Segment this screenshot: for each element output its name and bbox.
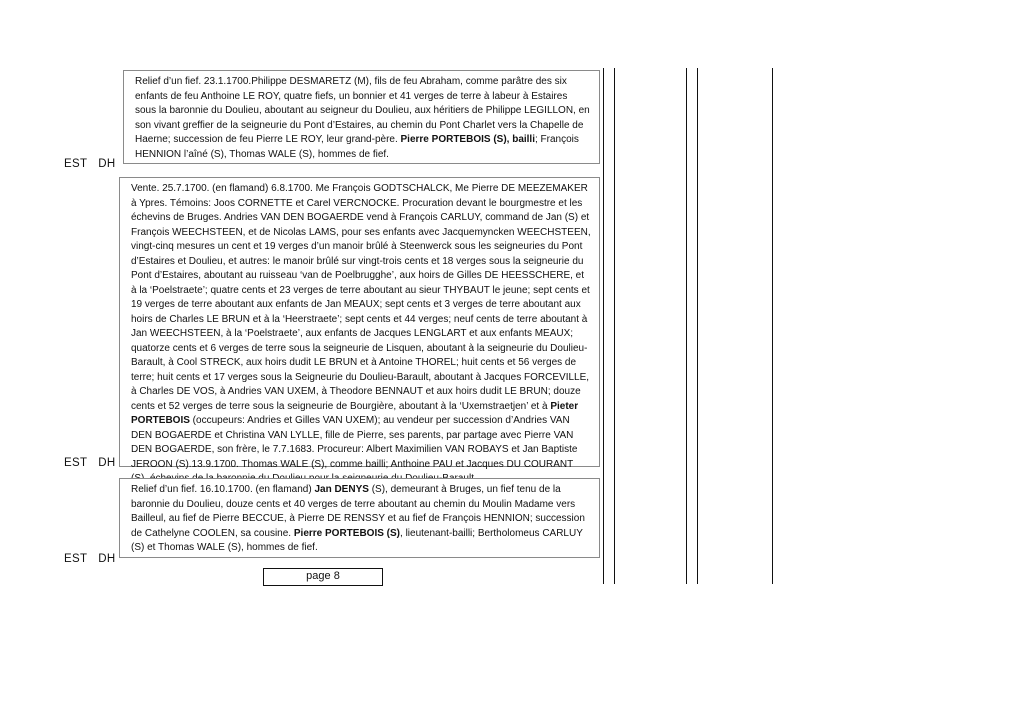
entry-2-seg-2: (occupeurs: Andries et Gilles VAN UXEM); au vendeur per succession d’Andries VAN DEN BOGAERDE et Christina VAN LYLLE, fille de Pierre, ses parents, par partage avec Pierre VAN DEN BOGAERDE, son frère, le 7.7.1683. Procureur: Albert Maximilien VAN ROBAYS et Jan Baptiste JEROON (S).13.9.1700. Thomas WALE (S), comme bailli; Anthoine PAU et Jacques DU COURANT <box>131 415 578 470</box>
entry-3-text <box>131 483 591 556</box>
entry-3-seg-1: Jan DENYS <box>314 484 369 495</box>
entry-2 <box>119 177 600 470</box>
column-rule <box>772 68 773 584</box>
dh-code: DH <box>98 457 116 469</box>
entry-3 <box>119 478 600 558</box>
entry-3-seg-3: Pierre PORTEBOIS (S) <box>293 527 401 539</box>
est-code: EST <box>64 158 88 170</box>
est-code: EST <box>64 457 88 469</box>
page-number: page 8 <box>263 568 383 586</box>
entry-1-seg-2: ; François HENNION l’aîné (S), Thomas WALE (S), hommes de fief. <box>135 134 579 160</box>
entry-1-codes <box>64 158 126 170</box>
column-rule <box>603 68 604 584</box>
entry-2-codes <box>64 457 126 469</box>
entry-3-codes <box>64 553 126 565</box>
column-rule <box>614 68 615 584</box>
column-rule <box>686 68 687 584</box>
entry-3-seg-2: (S), demeurant à Bruges, un fief tenu de la baronnie du Doulieu, douze cents et 40 verges de terre aboutant au chemin du Moulin Madame vers Bailleul, au fief de Pierre BECCUE, à Pierre DE RENSSY et au fief de François HENNION; succession de Cathelyne COOLEN, sa cousine. <box>131 484 585 539</box>
dh-code: DH <box>98 553 116 565</box>
entry-3-seg-0: Relief d’un fief. 16.10.1700. (en flamand) <box>131 484 315 495</box>
est-code: EST <box>64 553 88 565</box>
entry-1 <box>123 70 600 164</box>
dh-code: DH <box>98 158 116 170</box>
entry-2-text <box>131 182 591 487</box>
entry-1-seg-1: Pierre PORTEBOIS (S), bailli <box>400 134 535 145</box>
entry-1-seg-0: Relief d’un fief. 23.1.1700.Philippe DESMARETZ (M), fils de feu Abraham, comme parâtre des six enfants de feu Anthoine LE ROY, quatre fiefs, un bonnier et 41 verges de terre à labeur à Estaires sous la baronnie du Doulieu, aboutant au seigneur du Doulieu, aux héritiers de Philippe LEGILLON, en son vivant greffier de la seigneurie du Pont d’Estaires, au chemin du Pont Charlet vers la Chapelle de Haerne; succession de feu Pierre LE ROY, leur grand-père. <box>135 76 590 145</box>
column-rule <box>697 68 698 584</box>
entry-2-seg-0: Vente. 25.7.1700. (en flamand) 6.8.1700. Me François GODTSCHALCK, Me Pierre DE MEEZEMAKER à Ypres. Témoins: Joos CORNETTE et Carel VERCNOCKE. Procuration devant le bourgmestre et les échevins de Bruges. Andries VAN DEN BOGAERDE vend à François CARLUY, command de Jan (S) et François WEECHSTEEN, et de Nicolas LAMS, pour ses enfants avec Jacquemyncken WEECHSTEEN, vingt-cinq mesures un cent et 19 verges d’un manoir brûlé à Steenwerck sous les seigneuries du Pont d’Estaires et Doulieu, et autres: le manoir brûlé sur vingt-trois cents et 18 verges sous la seigneurie du Pont d’Estaires, aboutant au ruisseau ‘van de Poelbrugghe’, aux hoirs de Gilles DE HEESSCHERE, et à la ‘Poelstraete’; quatre cents et 23 verges de terre aboutant au sieur THYBAUT le jeune; sept cents et 19 verges de terre aboutant aux enfants de Jan MEAUX; sept cents et 3 verges de terre aboutant aux hoirs de Charles LE BRUN et à la ‘Heerstraete’; sept cents et 44 verges; neuf cents de terre aboutant à Jan WEECHSTEEN, à la ‘Poelstraete’, aux enfants de Jacques LENGLART et aux enfants MEAUX; quatorze cents et 6 verges de terre sous la seigneurie de Lisquen, aboutant à la seigneurie du Doulieu-Barault, à Cool STRECK, aux hoirs dudit LE BRUN et à Antoine THOREL; huit cents et 56 verges de terre; huit cents et 17 verges sous la Seigneurie du Doulieu-Barault, aboutant à Jacques FORCEVILLE, à Charles DE VOS, à Andries VAN UXEM, à Theodore BENNAUT et aux hoirs dudit LE BRUN; douze cents et 52 verges de terre sous la seigneurie de Bourgière, aboutant à la ‘Uxemstraetjen’ et à <box>131 183 591 412</box>
entry-2-seg-1: Pieter PORTEBOIS <box>131 400 579 426</box>
entry-3-seg-4: , lieutenant-bailli; Bertholomeus CARLUY (S) et Thomas WALE (S), hommes de fief. <box>131 527 583 553</box>
entry-1-text <box>135 75 591 162</box>
